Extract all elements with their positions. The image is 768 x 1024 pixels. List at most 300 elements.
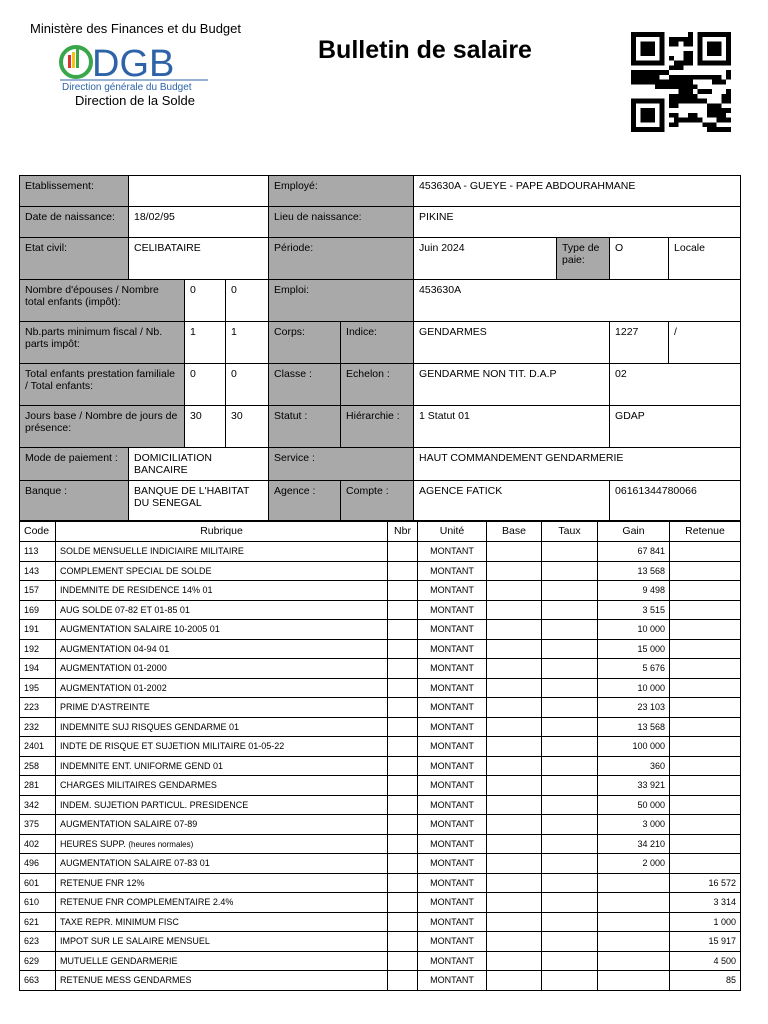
line-code xyxy=(20,873,56,893)
line-code-text: 191 xyxy=(24,624,40,635)
compte-value: 06161344780066 xyxy=(610,481,741,522)
line-gain xyxy=(598,951,670,971)
line-rubrique xyxy=(56,893,388,913)
line-base xyxy=(487,542,542,562)
line-nbr xyxy=(388,639,418,659)
line-code-text: 610 xyxy=(24,897,40,908)
table-row xyxy=(20,932,741,952)
line-code-text: 232 xyxy=(24,721,40,732)
indice-value: 1227 xyxy=(610,322,669,364)
line-nbr xyxy=(388,659,418,679)
line-base xyxy=(487,659,542,679)
line-unite xyxy=(418,795,487,815)
line-code-text: 2401 xyxy=(24,741,45,752)
table-row xyxy=(20,659,741,679)
table-row xyxy=(20,951,741,971)
table-row xyxy=(20,776,741,796)
line-nbr xyxy=(388,815,418,835)
line-rubrique-text: INDEMNITE ENT. UNIFORME GEND 01 xyxy=(60,760,224,771)
logo-text: DGB xyxy=(92,43,175,85)
agence-value: AGENCE FATICK xyxy=(414,481,610,522)
line-rubrique xyxy=(56,971,388,991)
type-paie-value: O xyxy=(610,238,669,280)
table-row xyxy=(20,912,741,932)
logo-subtitle: Direction générale du Budget xyxy=(62,82,192,93)
line-gain xyxy=(598,873,670,893)
line-gain xyxy=(598,678,670,698)
line-taux xyxy=(542,600,598,620)
etablissement-value xyxy=(129,176,269,207)
table-row xyxy=(20,581,741,601)
line-gain-text: 100 000 xyxy=(632,741,665,752)
line-rubrique xyxy=(56,620,388,640)
line-taux xyxy=(542,854,598,874)
line-rubrique xyxy=(56,542,388,562)
statut-value: 1 Statut 01 xyxy=(414,406,610,448)
table-row xyxy=(20,600,741,620)
periode-label: Période: xyxy=(269,238,414,280)
line-base xyxy=(487,717,542,737)
line-code xyxy=(20,912,56,932)
line-retenue xyxy=(670,737,741,757)
line-rubrique-text: AUGMENTATION 04-94 01 xyxy=(60,643,170,654)
line-code-text: 195 xyxy=(24,682,40,693)
line-code xyxy=(20,659,56,679)
line-unite-text: MONTANT xyxy=(430,702,474,713)
line-unite xyxy=(418,600,487,620)
line-rubrique-text: INDEMNITE DE RESIDENCE 14% 01 xyxy=(60,585,213,596)
line-unite xyxy=(418,561,487,581)
qr-code-icon xyxy=(628,32,734,132)
table-row xyxy=(20,620,741,640)
line-rubrique xyxy=(56,659,388,679)
line-gain xyxy=(598,932,670,952)
col-taux: Taux xyxy=(542,521,598,542)
line-rubrique xyxy=(56,737,388,757)
col-code: Code xyxy=(20,521,56,542)
line-gain xyxy=(598,542,670,562)
line-retenue xyxy=(670,698,741,718)
line-nbr xyxy=(388,971,418,991)
epouses-label: Nombre d'épouses / Nombre total enfants (impôt): xyxy=(20,280,185,322)
line-retenue xyxy=(670,678,741,698)
lieu-value: PIKINE xyxy=(414,207,741,238)
line-rubrique-text: INDEM. SUJETION PARTICUL. PRESIDENCE xyxy=(60,799,249,810)
line-taux xyxy=(542,717,598,737)
line-gain-text: 2 000 xyxy=(642,858,665,869)
line-gain xyxy=(598,756,670,776)
line-unite-text: MONTANT xyxy=(430,936,474,947)
line-code xyxy=(20,581,56,601)
line-unite-text: MONTANT xyxy=(430,780,474,791)
epouses-value-2: 0 xyxy=(226,280,269,322)
line-base xyxy=(487,698,542,718)
line-code-text: 402 xyxy=(24,838,40,849)
line-rubrique-text: INDEMNITE SUJ RISQUES GENDARME 01 xyxy=(60,721,240,732)
corps-label: Corps: xyxy=(269,322,341,364)
line-rubrique xyxy=(56,815,388,835)
line-gain xyxy=(598,854,670,874)
line-unite-text: MONTANT xyxy=(430,916,474,927)
echelon-value: 02 xyxy=(610,364,741,406)
line-taux xyxy=(542,815,598,835)
line-taux xyxy=(542,756,598,776)
line-base xyxy=(487,678,542,698)
line-nbr xyxy=(388,912,418,932)
line-gain xyxy=(598,659,670,679)
line-unite xyxy=(418,873,487,893)
line-code-text: 621 xyxy=(24,916,40,927)
line-retenue xyxy=(670,756,741,776)
line-retenue xyxy=(670,971,741,991)
line-taux xyxy=(542,561,598,581)
line-unite xyxy=(418,932,487,952)
line-gain xyxy=(598,737,670,757)
table-row xyxy=(20,893,741,913)
line-code xyxy=(20,854,56,874)
col-retenue: Retenue xyxy=(670,521,741,542)
line-retenue xyxy=(670,600,741,620)
line-retenue xyxy=(670,795,741,815)
line-code xyxy=(20,561,56,581)
emploi-label: Emploi: xyxy=(269,280,414,322)
jours-value-2: 30 xyxy=(226,406,269,448)
line-base xyxy=(487,834,542,854)
line-nbr xyxy=(388,795,418,815)
service-value: HAUT COMMANDEMENT GENDARMERIE xyxy=(414,448,741,481)
line-retenue-text: 3 314 xyxy=(713,897,736,908)
emploi-value: 453630A xyxy=(414,280,741,322)
table-row xyxy=(20,756,741,776)
line-unite-text: MONTANT xyxy=(430,546,474,557)
col-base: Base xyxy=(487,521,542,542)
line-base xyxy=(487,951,542,971)
line-gain-text: 50 000 xyxy=(637,799,665,810)
line-nbr xyxy=(388,756,418,776)
table-row xyxy=(20,834,741,854)
employe-value: 453630A - GUEYE - PAPE ABDOURAHMANE xyxy=(414,176,741,207)
line-rubrique-text: CHARGES MILITAIRES GENDARMES xyxy=(60,780,217,791)
line-rubrique-text: MUTUELLE GENDARMERIE xyxy=(60,955,178,966)
enfants-value-2: 0 xyxy=(226,364,269,406)
line-gain-text: 10 000 xyxy=(637,682,665,693)
line-rubrique-text: AUGMENTATION SALAIRE 07-89 xyxy=(60,819,198,830)
etat-civil-value: CELIBATAIRE xyxy=(129,238,269,280)
line-unite xyxy=(418,756,487,776)
line-rubrique xyxy=(56,561,388,581)
line-base xyxy=(487,854,542,874)
line-code xyxy=(20,717,56,737)
line-nbr xyxy=(388,600,418,620)
table-row xyxy=(20,561,741,581)
line-code xyxy=(20,542,56,562)
mode-paiement-value: DOMICILIATION BANCAIRE xyxy=(129,448,269,481)
jours-value-1: 30 xyxy=(185,406,226,448)
line-gain xyxy=(598,971,670,991)
line-code xyxy=(20,639,56,659)
line-rubrique-text: IMPOT SUR LE SALAIRE MENSUEL xyxy=(60,936,210,947)
line-rubrique xyxy=(56,873,388,893)
line-rubrique xyxy=(56,776,388,796)
line-code xyxy=(20,893,56,913)
line-base xyxy=(487,815,542,835)
line-code xyxy=(20,698,56,718)
line-gain xyxy=(598,776,670,796)
line-code xyxy=(20,815,56,835)
line-taux xyxy=(542,873,598,893)
line-unite xyxy=(418,971,487,991)
line-gain xyxy=(598,600,670,620)
line-base xyxy=(487,873,542,893)
line-unite xyxy=(418,678,487,698)
line-taux xyxy=(542,698,598,718)
line-retenue xyxy=(670,834,741,854)
line-rubrique xyxy=(56,698,388,718)
type-paie-extra: Locale xyxy=(669,238,741,280)
line-nbr xyxy=(388,581,418,601)
table-row xyxy=(20,737,741,757)
line-unite-text: MONTANT xyxy=(430,975,474,986)
line-unite xyxy=(418,581,487,601)
employe-label: Employé: xyxy=(269,176,414,207)
line-unite xyxy=(418,717,487,737)
line-unite-text: MONTANT xyxy=(430,643,474,654)
classe-label: Classe : xyxy=(269,364,341,406)
line-code xyxy=(20,620,56,640)
line-nbr xyxy=(388,854,418,874)
statut-label: Statut : xyxy=(269,406,341,448)
line-taux xyxy=(542,581,598,601)
line-unite-text: MONTANT xyxy=(430,897,474,908)
enfants-label: Total enfants prestation familiale / Total enfants: xyxy=(20,364,185,406)
line-nbr xyxy=(388,873,418,893)
line-base xyxy=(487,581,542,601)
line-rubrique-text: COMPLEMENT SPECIAL DE SOLDE xyxy=(60,565,212,576)
line-retenue-text: 4 500 xyxy=(713,955,736,966)
line-gain-text: 13 568 xyxy=(637,565,665,576)
echelon-label: Echelon : xyxy=(341,364,414,406)
line-retenue-text: 1 000 xyxy=(713,916,736,927)
line-gain-text: 67 841 xyxy=(637,546,665,557)
line-rubrique-text: RETENUE FNR COMPLEMENTAIRE 2.4% xyxy=(60,897,234,908)
line-rubrique xyxy=(56,600,388,620)
line-retenue xyxy=(670,620,741,640)
direction-name: Direction de la Solde xyxy=(75,93,195,108)
line-gain-text: 13 568 xyxy=(637,721,665,732)
line-code-text: 143 xyxy=(24,565,40,576)
table-row xyxy=(20,815,741,835)
line-gain-text: 9 498 xyxy=(642,585,665,596)
line-rubrique-text: AUGMENTATION 01-2000 xyxy=(60,663,167,674)
line-retenue xyxy=(670,776,741,796)
line-rubrique-text: TAXE REPR. MINIMUM FISC xyxy=(60,916,179,927)
table-row xyxy=(20,854,741,874)
line-code-text: 375 xyxy=(24,819,40,830)
line-rubrique-text: AUG SOLDE 07-82 ET 01-85 01 xyxy=(60,604,190,615)
line-gain xyxy=(598,834,670,854)
ministry-name: Ministère des Finances et du Budget xyxy=(30,21,242,36)
line-rubrique xyxy=(56,639,388,659)
line-rubrique xyxy=(56,756,388,776)
line-code-text: 194 xyxy=(24,663,40,674)
line-unite xyxy=(418,659,487,679)
col-gain: Gain xyxy=(598,521,670,542)
line-unite xyxy=(418,542,487,562)
line-gain-text: 33 921 xyxy=(637,780,665,791)
line-nbr xyxy=(388,561,418,581)
line-base xyxy=(487,893,542,913)
line-code-text: 601 xyxy=(24,877,40,888)
line-unite xyxy=(418,815,487,835)
line-taux xyxy=(542,932,598,952)
line-nbr xyxy=(388,951,418,971)
line-code xyxy=(20,756,56,776)
line-code-text: 342 xyxy=(24,799,40,810)
epouses-value-1: 0 xyxy=(185,280,226,322)
line-rubrique xyxy=(56,795,388,815)
indice-extra: / xyxy=(669,322,741,364)
naissance-value: 18/02/95 xyxy=(129,207,269,238)
page-title: Bulletin de salaire xyxy=(318,36,532,64)
enfants-value-1: 0 xyxy=(185,364,226,406)
line-code-text: 192 xyxy=(24,643,40,654)
line-unite xyxy=(418,912,487,932)
mode-paiement-label: Mode de paiement : xyxy=(20,448,129,481)
col-nbr: Nbr xyxy=(388,521,418,542)
line-gain xyxy=(598,698,670,718)
parts-label: Nb.parts minimum fiscal / Nb. parts impôt: xyxy=(20,322,185,364)
line-rubrique-note: (heures normales) xyxy=(128,839,194,849)
line-gain-text: 3 515 xyxy=(642,604,665,615)
line-rubrique xyxy=(56,951,388,971)
line-base xyxy=(487,620,542,640)
line-unite-text: MONTANT xyxy=(430,858,474,869)
line-taux xyxy=(542,659,598,679)
table-row xyxy=(20,542,741,562)
lieu-label: Lieu de naissance: xyxy=(269,207,414,238)
line-unite-text: MONTANT xyxy=(430,721,474,732)
line-base xyxy=(487,932,542,952)
table-row xyxy=(20,717,741,737)
line-rubrique-text: AUGMENTATION SALAIRE 07-83 01 xyxy=(60,858,210,869)
line-unite xyxy=(418,951,487,971)
line-taux xyxy=(542,737,598,757)
line-rubrique xyxy=(56,912,388,932)
line-retenue xyxy=(670,854,741,874)
line-unite-text: MONTANT xyxy=(430,955,474,966)
line-rubrique-text: AUGMENTATION SALAIRE 10-2005 01 xyxy=(60,624,220,635)
line-nbr xyxy=(388,620,418,640)
line-gain-text: 3 000 xyxy=(642,819,665,830)
line-unite-text: MONTANT xyxy=(430,624,474,635)
periode-value: Juin 2024 xyxy=(414,238,557,280)
line-taux xyxy=(542,951,598,971)
line-rubrique-text: RETENUE MESS GENDARMES xyxy=(60,975,192,986)
line-retenue-text: 85 xyxy=(725,975,736,986)
line-rubrique xyxy=(56,678,388,698)
line-retenue xyxy=(670,815,741,835)
line-unite-text: MONTANT xyxy=(430,741,474,752)
employee-info-table xyxy=(19,175,741,522)
line-base xyxy=(487,600,542,620)
parts-value-2: 1 xyxy=(226,322,269,364)
line-nbr xyxy=(388,932,418,952)
line-code xyxy=(20,951,56,971)
line-unite xyxy=(418,620,487,640)
line-gain xyxy=(598,912,670,932)
line-gain-text: 23 103 xyxy=(637,702,665,713)
banque-value: BANQUE DE L'HABITAT DU SENEGAL xyxy=(129,481,269,522)
line-rubrique-text: HEURES SUPP. xyxy=(60,838,126,849)
line-unite-text: MONTANT xyxy=(430,760,474,771)
line-gain-text: 5 676 xyxy=(642,663,665,674)
line-gain-text: 15 000 xyxy=(637,643,665,654)
line-base xyxy=(487,737,542,757)
line-code-text: 623 xyxy=(24,936,40,947)
line-taux xyxy=(542,971,598,991)
line-taux xyxy=(542,620,598,640)
line-taux xyxy=(542,912,598,932)
line-unite xyxy=(418,854,487,874)
line-unite xyxy=(418,776,487,796)
line-rubrique-text: INDTE DE RISQUE ET SUJETION MILITAIRE 01-05-22 xyxy=(60,741,285,752)
line-rubrique xyxy=(56,854,388,874)
line-nbr xyxy=(388,698,418,718)
line-rubrique xyxy=(56,834,388,854)
line-nbr xyxy=(388,542,418,562)
agence-label: Agence : xyxy=(269,481,341,522)
table-row xyxy=(20,639,741,659)
line-code-text: 496 xyxy=(24,858,40,869)
line-gain xyxy=(598,639,670,659)
line-gain-text: 10 000 xyxy=(637,624,665,635)
line-taux xyxy=(542,542,598,562)
line-unite-text: MONTANT xyxy=(430,604,474,615)
line-unite-text: MONTANT xyxy=(430,682,474,693)
line-gain xyxy=(598,561,670,581)
line-nbr xyxy=(388,717,418,737)
line-retenue xyxy=(670,542,741,562)
line-nbr xyxy=(388,893,418,913)
line-rubrique xyxy=(56,717,388,737)
jours-label: Jours base / Nombre de jours de présence: xyxy=(20,406,185,448)
line-retenue xyxy=(670,659,741,679)
line-retenue xyxy=(670,893,741,913)
line-retenue xyxy=(670,873,741,893)
hierarchie-value: GDAP xyxy=(610,406,741,448)
line-rubrique xyxy=(56,932,388,952)
line-unite xyxy=(418,698,487,718)
line-unite xyxy=(418,834,487,854)
line-code xyxy=(20,795,56,815)
line-code xyxy=(20,932,56,952)
line-code-text: 113 xyxy=(24,546,39,557)
line-rubrique-text: AUGMENTATION 01-2002 xyxy=(60,682,167,693)
line-retenue-text: 15 917 xyxy=(708,936,736,947)
line-nbr xyxy=(388,737,418,757)
etablissement-label: Etablissement: xyxy=(20,176,129,207)
line-taux xyxy=(542,834,598,854)
classe-value: GENDARME NON TIT. D.A.P xyxy=(414,364,610,406)
line-rubrique-text: SOLDE MENSUELLE INDICIAIRE MILITAIRE xyxy=(60,546,244,557)
line-code-text: 223 xyxy=(24,702,40,713)
hierarchie-label: Hiérarchie : xyxy=(341,406,414,448)
line-gain xyxy=(598,795,670,815)
line-gain xyxy=(598,893,670,913)
line-base xyxy=(487,971,542,991)
line-taux xyxy=(542,639,598,659)
line-unite-text: MONTANT xyxy=(430,565,474,576)
